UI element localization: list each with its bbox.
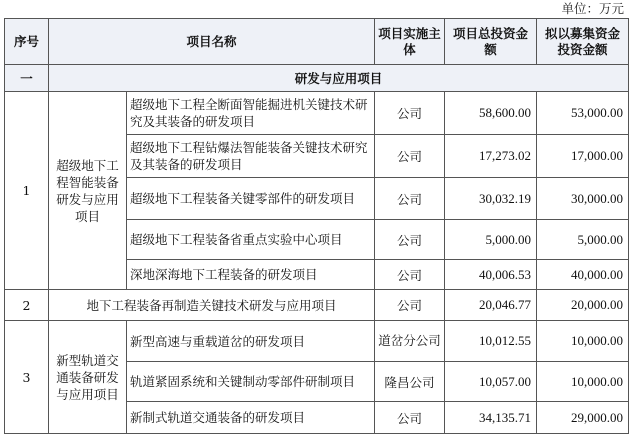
item-total: 10,057.00 (445, 362, 537, 402)
section-title: 研发与应用项目 (49, 65, 629, 92)
item-entity: 公司 (375, 260, 445, 290)
investment-table (4, 18, 629, 434)
header-name: 项目名称 (49, 19, 375, 65)
table-row (5, 92, 629, 135)
item-total: 30,032.19 (445, 178, 537, 220)
item-total: 17,273.02 (445, 135, 537, 178)
group3-title: 新型轨道交通装备研发与应用项目 (49, 321, 127, 434)
item-name: 轨道紧固系统和关键制动零部件研制项目 (127, 362, 375, 402)
table-row (5, 290, 629, 321)
item-total: 40,006.53 (445, 260, 537, 290)
table-row (5, 321, 629, 362)
item-entity: 公司 (375, 402, 445, 434)
item-raised: 17,000.00 (537, 135, 629, 178)
row2-name: 地下工程装备再制造关键技术研发与应用项目 (49, 290, 375, 321)
item-raised: 40,000.00 (537, 260, 629, 290)
item-entity: 隆昌公司 (375, 362, 445, 402)
row2-no: 2 (5, 290, 49, 321)
item-raised: 10,000.00 (537, 321, 629, 362)
row2-total: 20,046.77 (445, 290, 537, 321)
row2-raised: 20,000.00 (537, 290, 629, 321)
item-name: 深地深海地下工程装备的研发项目 (127, 260, 375, 290)
item-raised: 30,000.00 (537, 178, 629, 220)
item-name: 新型高速与重载道岔的研发项目 (127, 321, 375, 362)
header-entity: 项目实施主体 (375, 19, 445, 65)
item-raised: 10,000.00 (537, 362, 629, 402)
item-name: 超级地下工程装备省重点实验中心项目 (127, 220, 375, 260)
item-name: 超级地下工程装备关键零部件的研发项目 (127, 178, 375, 220)
item-total: 10,012.55 (445, 321, 537, 362)
item-total: 58,600.00 (445, 92, 537, 135)
item-total: 5,000.00 (445, 220, 537, 260)
item-name: 超级地下工程钻爆法智能装备关键技术研究及其装备的研发项目 (127, 135, 375, 178)
header-total: 项目总投资金额 (445, 19, 537, 65)
section-row (5, 65, 629, 92)
unit-label: 单位：万元 (561, 1, 624, 16)
item-entity: 公司 (375, 220, 445, 260)
item-total: 34,135.71 (445, 402, 537, 434)
group1-no: 1 (5, 92, 49, 290)
section-no: 一 (5, 65, 49, 92)
item-entity: 公司 (375, 135, 445, 178)
item-raised: 29,000.00 (537, 402, 629, 434)
item-entity: 公司 (375, 178, 445, 220)
row2-entity: 公司 (375, 290, 445, 321)
group1-title: 超级地下工程智能装备研发与应用项目 (49, 92, 127, 290)
header-no: 序号 (5, 19, 49, 65)
item-name: 超级地下工程全断面智能掘进机关键技术研究及其装备的研发项目 (127, 92, 375, 135)
item-entity: 道岔分公司 (375, 321, 445, 362)
group3-no: 3 (5, 321, 49, 434)
header-raised: 拟以募集资金投资金额 (537, 19, 629, 65)
item-entity: 公司 (375, 92, 445, 135)
item-name: 新制式轨道交通装备的研发项目 (127, 402, 375, 434)
item-raised: 53,000.00 (537, 92, 629, 135)
item-raised: 5,000.00 (537, 220, 629, 260)
header-row (5, 19, 629, 65)
